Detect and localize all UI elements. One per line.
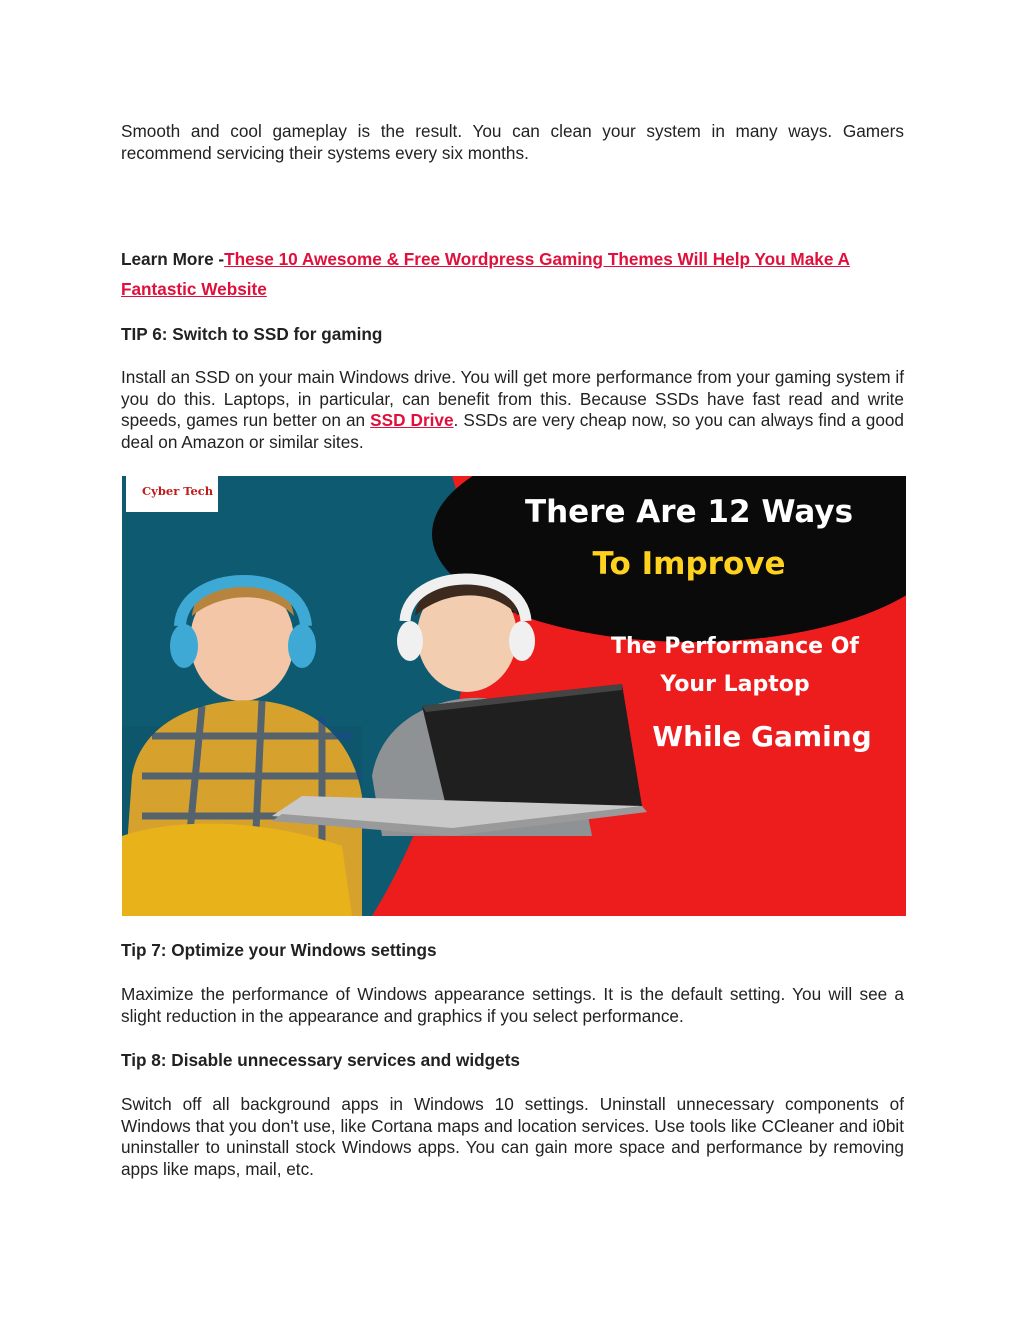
tip8-heading: Tip 8: Disable unnecessary services and widgets	[121, 1050, 520, 1070]
learn-more-link[interactable]: These 10 Awesome & Free Wordpress Gaming Themes Will Help You Make A Fantastic Website	[121, 249, 850, 299]
ssd-drive-link[interactable]: SSD Drive	[370, 410, 454, 431]
tip7-heading: Tip 7: Optimize your Windows settings	[121, 940, 437, 960]
banner-headline-line2: To Improve	[592, 546, 786, 582]
logo-box	[126, 476, 218, 512]
logo: Cyber Tech	[142, 484, 214, 498]
tip7-body	[121, 984, 904, 1027]
tip6-text-before: Install an SSD on your main Windows drive. You will get more performance from your gaming system if you do this. Laptops, in particular, can benefit from this. Because SSDs have fast read and write speeds, games run better on an	[121, 367, 904, 431]
intro-paragraph: Smooth and cool gameplay is the result. You can clean your system in many ways. Gamers recommend servicing their systems every six months.	[121, 121, 904, 163]
banner-sub-line3: While Gaming	[652, 720, 872, 753]
tip6-heading: TIP 6: Switch to SSD for gaming	[121, 324, 383, 344]
learn-more	[121, 244, 904, 304]
intro-section	[121, 121, 904, 164]
tip6-text-after: . SSDs are very cheap now, so you can always find a good deal on Amazon or similar sites.	[121, 410, 904, 453]
banner-headline-line1: There Are 12 Ways	[524, 494, 854, 530]
tip6-section	[121, 324, 904, 345]
banner-sub-line2: Your Laptop	[660, 672, 810, 697]
banner-image	[122, 476, 906, 916]
tip7-paragraph: Maximize the performance of Windows appearance settings. It is the default setting. You will see a slight reduction in the appearance and graphics if you select performance.	[121, 984, 904, 1026]
tip8-body	[121, 1094, 904, 1181]
learn-more-prefix: Learn More -	[121, 249, 225, 269]
tip7-section	[121, 940, 904, 961]
tip6-paragraph	[121, 367, 904, 454]
banner-sub-line1: The Performance Of	[610, 634, 859, 659]
tip8-section	[121, 1050, 904, 1071]
tip6-body	[121, 367, 904, 454]
tip8-paragraph: Switch off all background apps in Windows 10 settings. Uninstall unnecessary components of Windows that you don't use, like Cortana maps and location services. Use tools like CCleaner and i0bit uninstaller to uninstall stock Windows apps. You can gain more space and performance by removing apps like maps, mail, etc.	[121, 1094, 904, 1180]
